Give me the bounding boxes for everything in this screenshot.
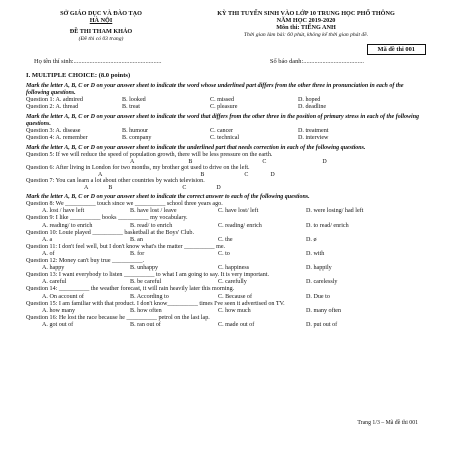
question-2: Question 2: A. thread B. treat C. pleasure D. deadline xyxy=(26,104,327,111)
question-15: Question 15: I am familiar with that product. I don't know__________ times I've seen it advertised on TV. xyxy=(26,300,285,307)
question-7: Question 7: You can learn a lot about other countries by watch television. xyxy=(26,178,205,185)
question-10-options: A. a B. an C. the D. ø xyxy=(42,236,317,243)
question-7-letters: A B C D xyxy=(84,185,221,192)
question-6: Question 6: After living in London for two months, my brother got used to drive on the left. xyxy=(26,165,250,172)
code-row xyxy=(26,44,426,55)
subject: Môn thi: TIẾNG ANH xyxy=(276,24,336,32)
header-left xyxy=(26,10,176,42)
question-4: Question 4: A. remember B. company C. technical D. interview xyxy=(26,135,329,142)
question-5: Question 5: If we will reduce the speed of population growth, there will be less pressure on the earth. xyxy=(26,152,273,159)
question-5-letters: A B C D xyxy=(130,159,327,166)
candidate-name-field: Họ tên thí sinh:....................................................... xyxy=(34,58,162,66)
question-13-options: A. careful B. be careful C. carefully D. carelessly xyxy=(42,279,338,286)
page-footer: Trang 1/3 – Mã đề thi 001 xyxy=(357,420,418,426)
question-14-options: A. On account of B. According to C. Because of D. Due to xyxy=(42,293,330,300)
question-16-options: A. got out of B. ran out of C. made out of D. put out of xyxy=(42,321,338,328)
exam-title: KỲ THI TUYỂN SINH VÀO LỚP 10 TRUNG HỌC PHỔ THÔNG xyxy=(217,10,395,17)
question-9-options: A. reading/ to enrich B. read/ to enrich C. reading/ enrich D. to read/ enrich xyxy=(42,222,349,229)
pages-note: (Đề thi có 03 trang) xyxy=(78,35,124,42)
question-12: Question 12: Money can't buy true __________. xyxy=(26,258,145,265)
section-title: I. MULTIPLE CHOICE: (8.0 points) xyxy=(26,72,131,80)
time-limit: Thời gian làm bài: 60 phút, không kể thời gian phát đề. xyxy=(243,31,369,38)
question-13: Question 13: I want everybody to listen __________ to what I am going to say. It is very important. xyxy=(26,272,269,279)
candidate-info xyxy=(34,58,364,66)
question-15-options: A. how many B. how often C. how much D. many often xyxy=(42,307,342,314)
question-11-options: A. of B. for C. to D. with xyxy=(42,250,325,257)
school-year: NĂM HỌC 2019-2020 xyxy=(276,17,336,25)
instruction-correct-answer: Mark the letter A, B, C or D on your answer sheet to indicate the correct answer to each of the following questions. xyxy=(26,194,310,201)
question-6-letters: A B C D xyxy=(98,172,275,179)
question-14: Question 14: __________ the weather forecast, it will rain heavily later this morning. xyxy=(26,286,235,293)
question-1: Question 1: A. admired B. looked C. missed D. hoped xyxy=(26,97,321,104)
department-name: SỞ GIÁO DỤC VÀ ĐÀO TẠO xyxy=(60,10,142,17)
question-3: Question 3: A. disease B. humour C. cancer D. treatment xyxy=(26,128,329,135)
question-8-options: A. lost / have left B. have lost / leave C. have lost/ left D. were losing/ had left xyxy=(42,208,364,215)
instruction-stress: Mark the letter A, B, C or D on your answer sheet to indicate the word that differs from the other three in the position of primary stress in each of the following questions. xyxy=(26,114,420,128)
candidate-number-field: Số báo danh:...................................... xyxy=(269,58,364,66)
reference-label: ĐỀ THI THAM KHẢO xyxy=(69,28,133,36)
question-9: Question 9: I like __________ books __________ my vocabulary. xyxy=(26,215,188,222)
question-10: Question 10: Louie played __________ basketball at the Boys' Club. xyxy=(26,229,194,236)
exam-header xyxy=(26,10,426,42)
question-11: Question 11: I don't feel well, but I don't know what's the matter __________ me. xyxy=(26,243,226,250)
city-name: HÀ NỘI xyxy=(89,17,113,25)
question-16: Question 16: He lost the race because he __________ petrol on the last lap. xyxy=(26,314,210,321)
question-8: Question 8: We __________ touch since we __________ school three years ago. xyxy=(26,201,223,208)
header-right xyxy=(186,10,426,42)
instruction-pronunciation: Mark the letter A, B, C or D on your answer sheet to indicate the word whose underlined part differs from the other three in pronunciation in each of the following questions. xyxy=(26,83,404,97)
instruction-correction: Mark the letter A, B, C or D on your answer sheet to indicate the underlined part that needs correction in each of the following questions. xyxy=(26,145,366,152)
exam-code-box: Mã đề thi 001 xyxy=(367,44,426,55)
question-12-options: A. happy B. unhappy C. happiness D. happily xyxy=(42,265,332,272)
